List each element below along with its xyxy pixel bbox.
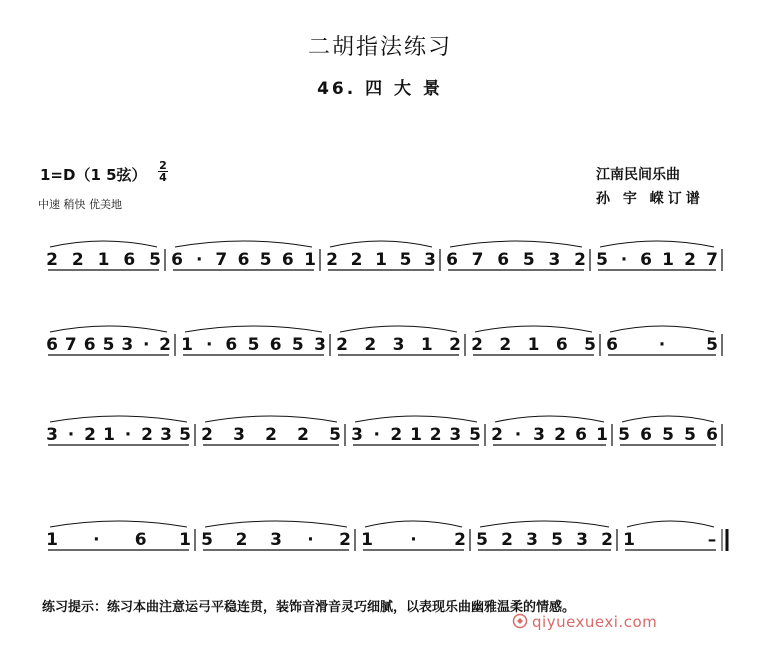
score-note: 3 bbox=[233, 425, 245, 445]
score-note: 3 bbox=[270, 530, 282, 550]
score-note: 2 bbox=[297, 425, 309, 445]
score-note: 2 bbox=[454, 530, 466, 550]
slur-mark bbox=[50, 326, 167, 332]
score-note: 5 bbox=[179, 425, 191, 445]
score-note: 6 bbox=[606, 335, 618, 355]
slur-mark bbox=[450, 241, 582, 247]
score-note: 1 bbox=[97, 250, 110, 270]
watermark: qiyuexuexi.com bbox=[532, 613, 658, 631]
score-note: 7 bbox=[215, 250, 228, 270]
score-note: 1 bbox=[623, 530, 635, 550]
practice-tip: 练习提示：练习本曲注意运弓平稳连贯，装饰音滑音灵巧细腻，以表现乐曲幽雅温柔的情感。 bbox=[42, 600, 576, 615]
score-note: 2 bbox=[141, 425, 153, 445]
piece-title: 46. 四 大 景 bbox=[317, 79, 443, 99]
slur-mark bbox=[340, 326, 457, 332]
score-note: 3 bbox=[392, 335, 405, 355]
score-note: 5 bbox=[259, 250, 272, 270]
score-note: · bbox=[124, 425, 132, 445]
score-note: 1 bbox=[46, 530, 58, 550]
score-note: 2 bbox=[159, 335, 171, 355]
score-note: – bbox=[707, 530, 717, 550]
arranger-label: 孙 宇 嵘订谱 bbox=[596, 191, 704, 207]
score-note: 5 bbox=[329, 425, 341, 445]
score-note: · bbox=[93, 530, 100, 550]
slur-mark bbox=[185, 326, 322, 332]
key-signature: 1=D（1 5弦） bbox=[40, 166, 147, 184]
score-note: 6 bbox=[640, 250, 652, 270]
score-note: 6 bbox=[706, 425, 718, 445]
score-note: 2 bbox=[501, 530, 513, 550]
score-note: 3 bbox=[526, 530, 538, 550]
score-note: 7 bbox=[64, 335, 77, 355]
score-note: 5 bbox=[291, 335, 304, 355]
score-note: 6 bbox=[225, 335, 238, 355]
score-note: 6 bbox=[171, 250, 183, 270]
score-note: 1 bbox=[527, 335, 540, 355]
slur-mark bbox=[50, 521, 187, 527]
score-note: 5 bbox=[584, 335, 596, 355]
score-note: 6 bbox=[575, 425, 587, 445]
score-note: 2 bbox=[554, 425, 566, 445]
slur-mark bbox=[205, 416, 337, 422]
score-note: 2 bbox=[390, 425, 403, 445]
slur-mark bbox=[175, 241, 312, 247]
score-note: · bbox=[373, 425, 380, 445]
score-note: · bbox=[67, 425, 75, 445]
score-note: 2 bbox=[471, 335, 483, 355]
score-note: 2 bbox=[326, 250, 338, 270]
slur-mark bbox=[480, 521, 609, 527]
score-note: 6 bbox=[237, 250, 250, 270]
score-note: 3 bbox=[533, 425, 545, 445]
score-note: · bbox=[205, 335, 213, 355]
slur-mark bbox=[205, 521, 347, 527]
score-note: 5 bbox=[149, 250, 161, 270]
score-note: 5 bbox=[102, 335, 115, 355]
score-note: 2 bbox=[684, 250, 696, 270]
score-note: 1 bbox=[179, 530, 191, 550]
score-note: 1 bbox=[375, 250, 387, 270]
score-note: 5 bbox=[551, 530, 563, 550]
score-note: 6 bbox=[281, 250, 294, 270]
slur-mark bbox=[50, 241, 157, 247]
score-note: 1 bbox=[361, 530, 373, 550]
score-note: 3 bbox=[46, 425, 58, 445]
score-note: 2 bbox=[265, 425, 277, 445]
score-note: 6 bbox=[83, 335, 96, 355]
score-note: 6 bbox=[123, 250, 136, 270]
score-note: 2 bbox=[84, 425, 96, 445]
score-note: 6 bbox=[134, 530, 147, 550]
slur-mark bbox=[50, 416, 187, 422]
slur-mark bbox=[600, 241, 714, 247]
score-note: 5 bbox=[706, 335, 718, 355]
score-note: 2 bbox=[601, 530, 613, 550]
score-note: 1 bbox=[662, 250, 674, 270]
score-note: 2 bbox=[364, 335, 377, 355]
score-note: 2 bbox=[46, 250, 58, 270]
score-note: 2 bbox=[491, 425, 503, 445]
score-note: 6 bbox=[640, 425, 652, 445]
score-note: 2 bbox=[71, 250, 84, 270]
score-note: 7 bbox=[471, 250, 484, 270]
score-note: 2 bbox=[429, 425, 442, 445]
score-note: 3 bbox=[576, 530, 588, 550]
score-note: 5 bbox=[618, 425, 630, 445]
score-note: 2 bbox=[574, 250, 586, 270]
score-note: 1 bbox=[304, 250, 316, 270]
score-note: 6 bbox=[555, 335, 568, 355]
score-note: 1 bbox=[103, 425, 115, 445]
score-note: 5 bbox=[469, 425, 481, 445]
slur-mark bbox=[622, 416, 714, 422]
score-note: 5 bbox=[684, 425, 696, 445]
tempo-marking: 中速 稍快 优美地 bbox=[38, 198, 122, 211]
score-note: · bbox=[514, 425, 522, 445]
slur-mark bbox=[365, 521, 462, 527]
score-note: 3 bbox=[314, 335, 326, 355]
score-note: 3 bbox=[160, 425, 172, 445]
score-note: · bbox=[658, 335, 666, 355]
score-note: 1 bbox=[420, 335, 433, 355]
score-note: 7 bbox=[706, 250, 718, 270]
score-note: 2 bbox=[449, 335, 461, 355]
score-note: 1 bbox=[181, 335, 193, 355]
watermark-logo-icon bbox=[512, 613, 528, 629]
time-signature-bottom: 4 bbox=[159, 171, 167, 184]
score-note: · bbox=[410, 530, 417, 550]
page-title: 二胡指法练习 bbox=[307, 35, 452, 60]
score-note: · bbox=[307, 530, 314, 550]
score-note: 5 bbox=[476, 530, 488, 550]
time-signature-top: 2 bbox=[159, 159, 167, 172]
origin-label: 江南民间乐曲 bbox=[596, 167, 680, 183]
slur-mark bbox=[475, 326, 592, 332]
score-note: 1 bbox=[596, 425, 608, 445]
score-note: 5 bbox=[596, 250, 608, 270]
score-note: 5 bbox=[399, 250, 412, 270]
score-note: 2 bbox=[336, 335, 348, 355]
score-note: · bbox=[142, 335, 150, 355]
score-note: 3 bbox=[424, 250, 436, 270]
score-note: 5 bbox=[522, 250, 535, 270]
slur-mark bbox=[627, 521, 714, 527]
score-note: 6 bbox=[269, 335, 282, 355]
score-note: 5 bbox=[662, 425, 674, 445]
score-note: · bbox=[620, 250, 628, 270]
score-note: · bbox=[195, 250, 203, 270]
score-note: 3 bbox=[548, 250, 561, 270]
slur-mark bbox=[330, 241, 432, 247]
score-note: 2 bbox=[235, 530, 248, 550]
score-note: 2 bbox=[499, 335, 512, 355]
score-note: 2 bbox=[339, 530, 351, 550]
score-note: 3 bbox=[449, 425, 462, 445]
slur-mark bbox=[355, 416, 477, 422]
score-note: 5 bbox=[247, 335, 260, 355]
score-note: 1 bbox=[410, 425, 422, 445]
score-note: 6 bbox=[446, 250, 458, 270]
score-note: 6 bbox=[497, 250, 510, 270]
score-note: 3 bbox=[351, 425, 363, 445]
score-note: 6 bbox=[46, 335, 58, 355]
score-note: 3 bbox=[121, 335, 134, 355]
score-note: 2 bbox=[201, 425, 213, 445]
slur-mark bbox=[610, 326, 714, 332]
score-note: 2 bbox=[350, 250, 363, 270]
slur-mark bbox=[495, 416, 604, 422]
score-note: 5 bbox=[201, 530, 213, 550]
